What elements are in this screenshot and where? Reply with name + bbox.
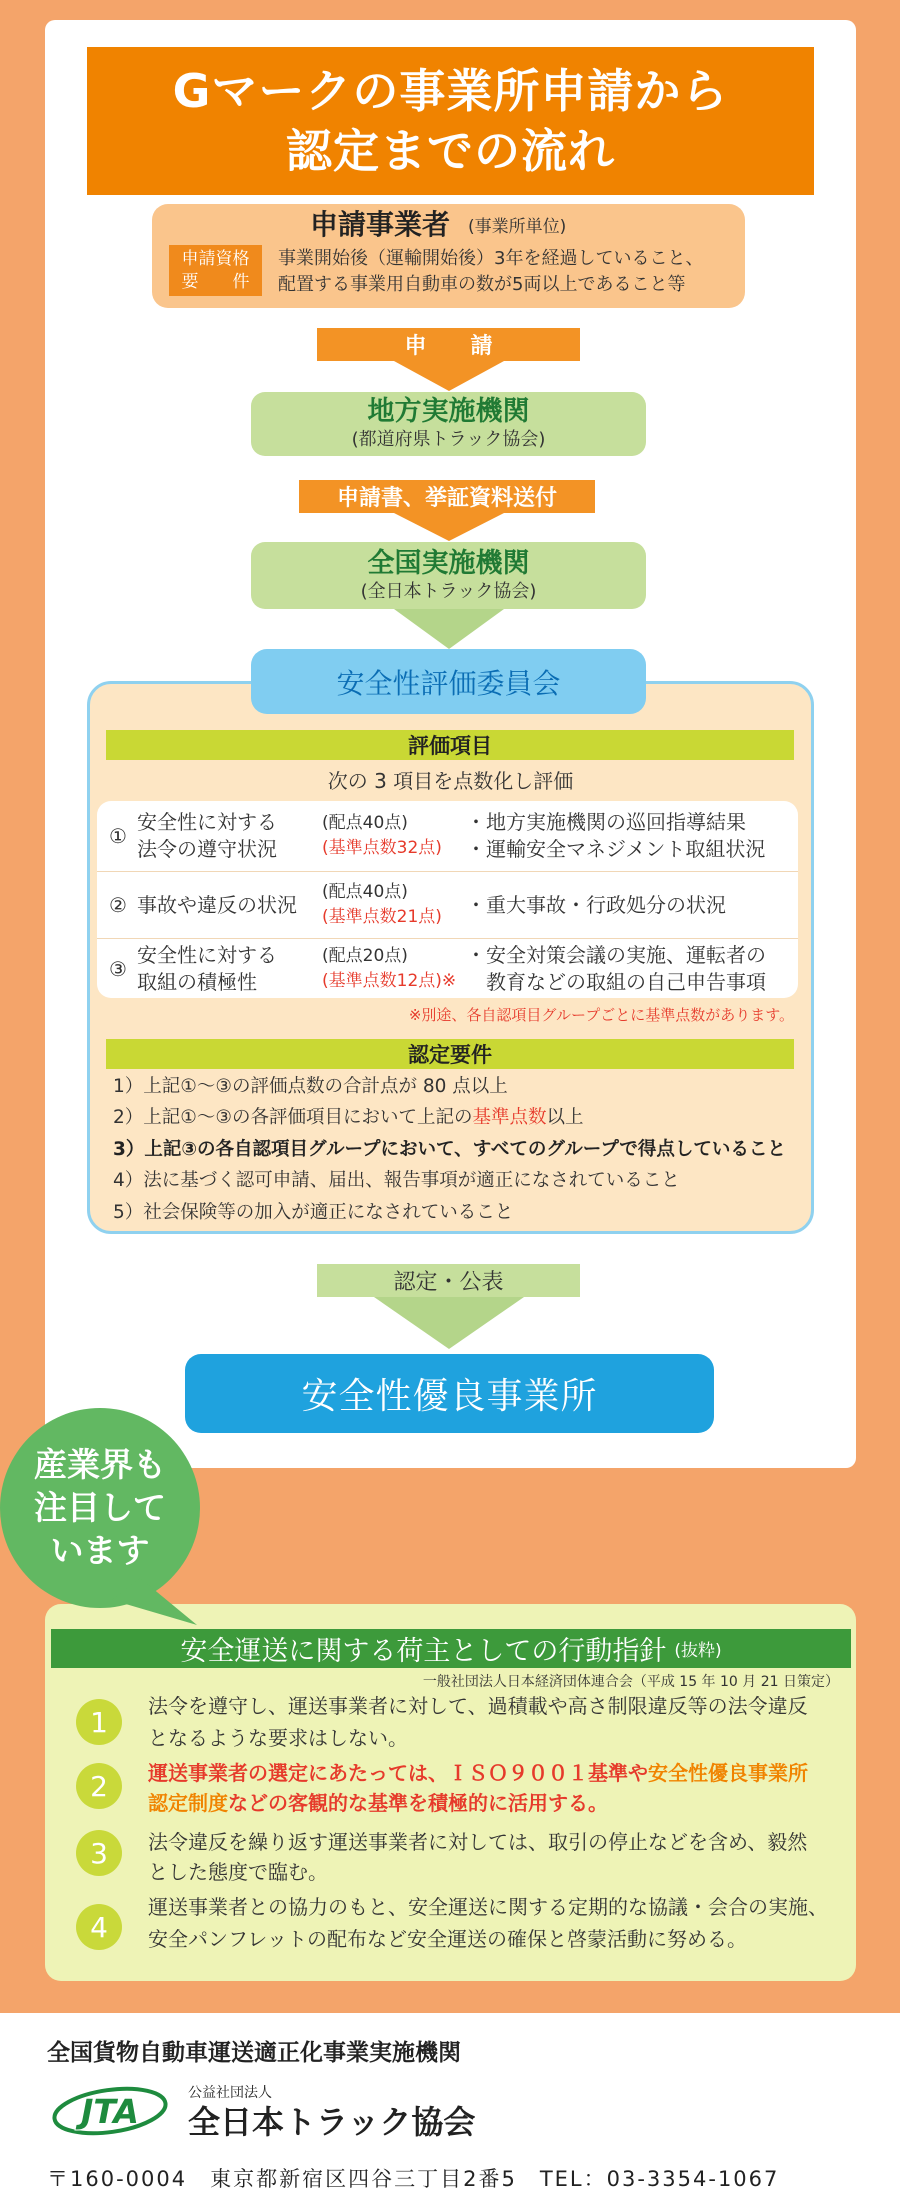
guideline-item [148, 1758, 808, 1818]
evaluation-row [97, 801, 798, 871]
guideline-item [148, 1891, 828, 1955]
apply-arrow-label: 申 請 [317, 328, 580, 361]
guideline-line: 法令違反を繰り返す運送事業者に対しては、取引の停止などを含め、毅然 [148, 1830, 808, 1854]
requirement-item [113, 1102, 803, 1133]
evaluation-max-points: (配点20点) [322, 945, 408, 966]
evaluation-detail-line: ・地方実施機関の巡回指導結果 [466, 810, 746, 834]
requirement-text: 2）上記①～③の各評価項目において上記の [113, 1107, 473, 1129]
evaluation-row-number: ③ [109, 956, 127, 981]
evaluation-points [322, 872, 442, 938]
evaluation-intro: 次の 3 項目を点数化し評価 [327, 769, 574, 793]
certification-arrow-label: 認定・公表 [317, 1264, 580, 1297]
evaluation-item-line: 事故や違反の状況 [137, 892, 297, 917]
evaluation-item-line: 安全性に対する [137, 810, 277, 834]
evaluation-detail-line: ・運輸安全マネジメント取組状況 [466, 837, 766, 861]
requirement-item: 3）上記③の各自認項目グループにおいて、すべてのグループで得点していること [113, 1138, 786, 1160]
evaluation-details [466, 872, 726, 938]
requirements-list [113, 1071, 803, 1228]
evaluation-item-name [137, 801, 277, 871]
guideline-line: 運送事業者との協力のもと、安全運送に関する定期的な協議・会合の実施、 [148, 1895, 828, 1919]
local-agency-sub: (都道府県トラック協会) [351, 429, 546, 450]
evaluation-items-list [97, 801, 798, 998]
local-agency-box [251, 392, 646, 456]
evaluation-item-line: 法令の遵守状況 [137, 837, 277, 861]
address-line: 〒160-0004 東京都新宿区四谷三丁目2番5 TEL：03-3354-1067 [47, 2167, 780, 2191]
number-circle-icon: 2 [76, 1763, 122, 1809]
guideline-line [148, 1758, 808, 1788]
requirement-item: 5）社会保険等の加入が適正になされていること [113, 1201, 514, 1223]
guideline-line: 安全パンフレットの配布など安全運送の確保と啓蒙活動に努める。 [148, 1927, 747, 1951]
evaluation-row [97, 871, 798, 938]
number-circle-icon: 1 [76, 1699, 122, 1745]
eligibility-label-line2: 要 件 [181, 271, 250, 292]
association-name: 全日本トラック協会 [188, 2103, 476, 2141]
evaluation-row [97, 938, 798, 998]
speech-bubble-line: 注目して [34, 1488, 166, 1527]
eligibility-label [169, 245, 262, 296]
guideline-item [148, 1827, 807, 1887]
evaluation-details [466, 939, 766, 998]
applicant-unit: (事業所単位) [468, 217, 567, 237]
evaluation-threshold: (基準点数21点) [322, 907, 442, 927]
evaluation-threshold: (基準点数12点)※ [322, 970, 457, 991]
evaluation-item-name [137, 939, 277, 998]
evaluation-max-points: (配点40点) [322, 813, 408, 833]
logo-text: JTA [81, 2092, 139, 2131]
requirement-item: 1）上記①～③の評価点数の合計点が 80 点以上 [113, 1076, 508, 1097]
evaluation-detail-line: ・安全対策会議の実施、運転者の [466, 942, 766, 967]
evaluation-committee: 安全性評価委員会 [251, 649, 646, 714]
national-agency-sub: (全日本トラック協会) [360, 580, 537, 602]
guideline-item [148, 1690, 808, 1754]
evaluation-item-name [137, 872, 297, 938]
speech-bubble-line: 産業界も [34, 1445, 166, 1484]
evaluation-row-number: ② [109, 893, 127, 917]
guidelines-source: 一般社団法人日本経済団体連合会（平成 15 年 10 月 21 日策定） [422, 1674, 839, 1690]
guideline-emphasis: 安全性優良事業所 [648, 1761, 808, 1785]
evaluation-header: 評価項目 [106, 730, 794, 760]
national-agency-box [251, 542, 646, 609]
requirement-text: 以上 [546, 1107, 584, 1129]
evaluation-points [322, 801, 442, 871]
evaluation-details [466, 801, 765, 871]
requirement-item: 4）法に基づく認可申請、届出、報告事項が適正になされていること [113, 1170, 680, 1192]
guideline-line: 法令を遵守し、運送事業者に対して、過積載や高さ制限違反等の法令違反 [148, 1694, 808, 1718]
evaluation-item-line: 取組の積極性 [137, 969, 257, 994]
applicant-box [152, 204, 745, 308]
speech-bubble-line: います [50, 1531, 150, 1570]
flow-title-line2: 認定までの流れ [286, 124, 615, 178]
number-circle-icon: 3 [76, 1830, 122, 1876]
documents-arrow-label: 申請書、挙証資料送付 [299, 480, 595, 513]
guideline-text: 運送事業者の選定にあたっては、ＩＳＯ９００１基準や [148, 1761, 648, 1785]
evaluation-max-points: (配点40点) [322, 882, 408, 902]
evaluation-points [322, 939, 456, 998]
speech-bubble-text [0, 1443, 200, 1572]
evaluation-detail-line: 教育などの取組の自己申告事項 [466, 969, 766, 994]
local-agency-name: 地方実施機関 [367, 396, 530, 427]
national-agency-name: 全国実施機関 [367, 547, 530, 579]
evaluation-row-number: ① [109, 824, 127, 848]
organization-line: 全国貨物自動車運送適正化事業実施機関 [47, 2040, 461, 2066]
guideline-text: などの客観的な基準を積極的に活用する。 [228, 1791, 608, 1815]
eligibility-requirement-line2: 配置する事業用自動車の数が5両以上であること等 [278, 274, 686, 295]
guideline-line: とした態度で臨む。 [148, 1860, 328, 1884]
certified-office-box: 安全性優良事業所 [185, 1354, 714, 1433]
evaluation-item-line: 安全性に対する [137, 942, 277, 967]
number-circle-icon: 4 [76, 1904, 122, 1950]
requirement-highlight: 基準点数 [472, 1107, 547, 1129]
evaluation-threshold: (基準点数32点) [322, 838, 442, 858]
applicant-name: 申請事業者 [310, 208, 451, 241]
guideline-emphasis: 認定制度 [148, 1791, 228, 1815]
flow-title [87, 47, 814, 195]
evaluation-detail-line: ・重大事故・行政処分の状況 [466, 892, 726, 917]
jta-logo [49, 2082, 171, 2140]
eligibility-label-line1: 申請資格 [181, 248, 250, 269]
eligibility-requirement-line1: 事業開始後（運輸開始後）3年を経過していること、 [278, 248, 704, 269]
guidelines-title: 安全運送に関する荷主としての行動指針 [180, 1636, 667, 1667]
flow-title-line1: Gマークの事業所申請から [172, 64, 729, 118]
guideline-line [148, 1788, 808, 1818]
threshold-note: ※別途、各自認項目グループごとに基準点数があります。 [408, 1006, 794, 1024]
requirements-header: 認定要件 [106, 1039, 794, 1069]
guideline-line: となるような要求はしない。 [148, 1726, 408, 1750]
guidelines-excerpt-tag: (抜粋) [674, 1641, 722, 1661]
association-type: 公益社団法人 [188, 2085, 272, 2101]
